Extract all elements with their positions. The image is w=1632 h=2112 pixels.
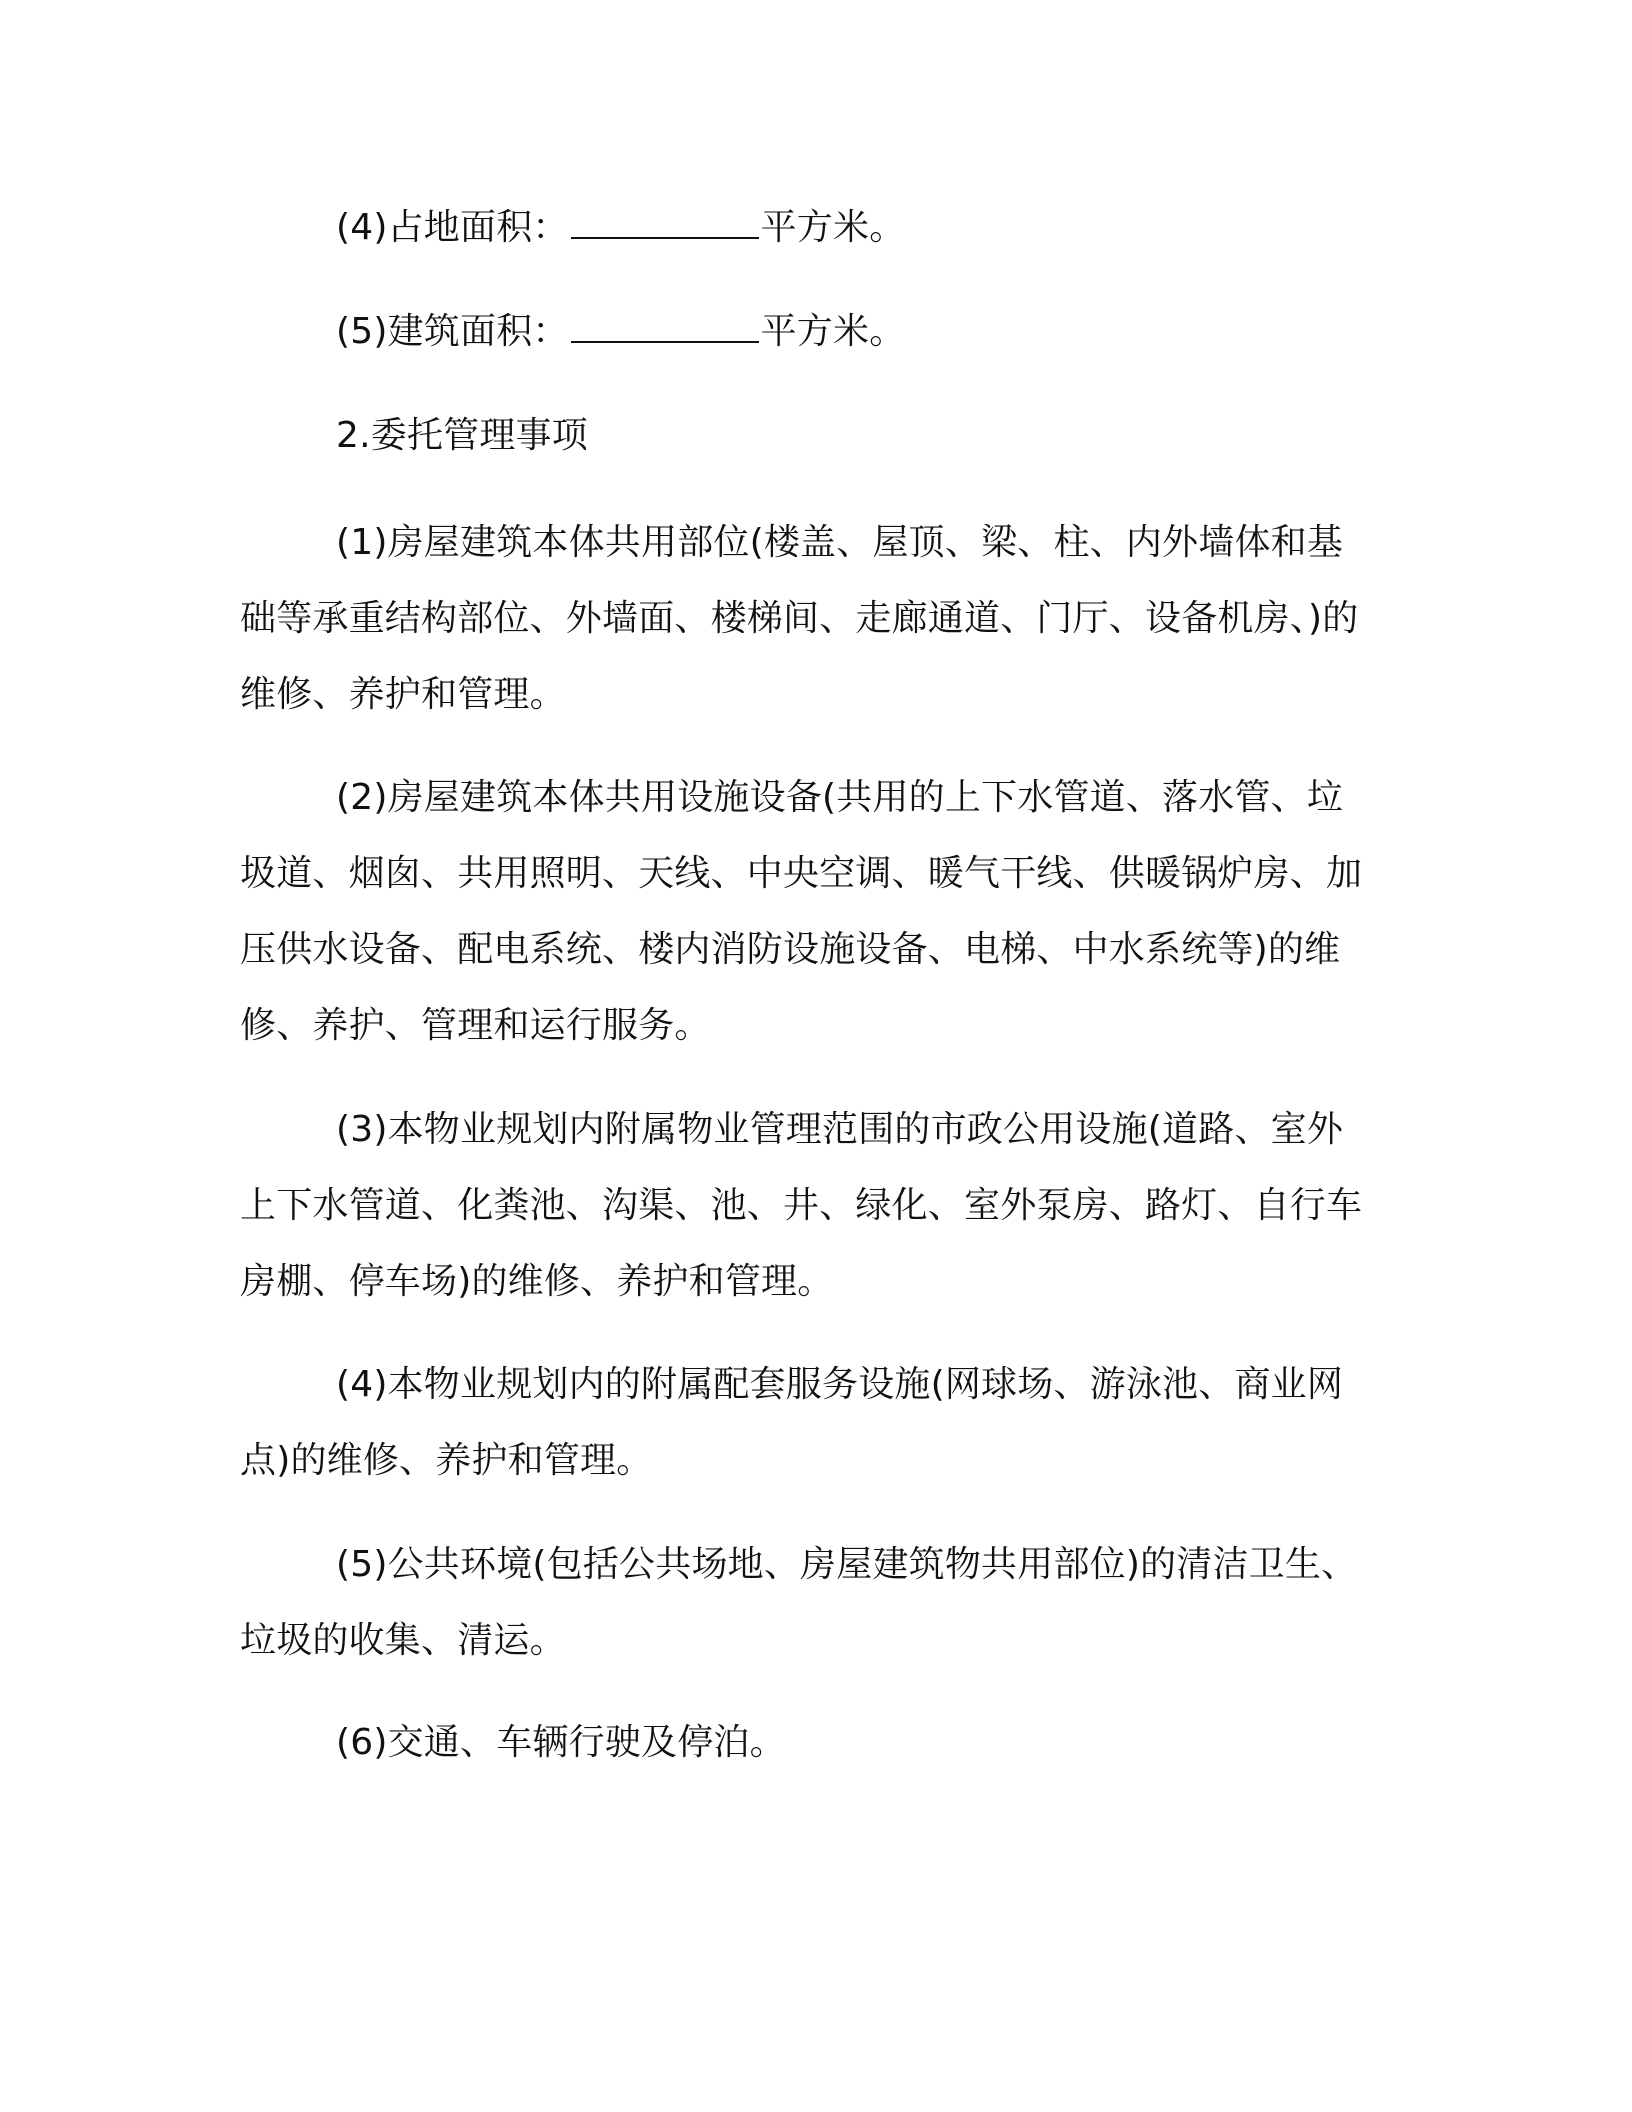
management-item-6: (6)交通、车辆行驶及停泊。 bbox=[336, 1722, 786, 1763]
management-item-3: (3)本物业规划内附属物业管理范围的市政公用设施(道路、室外上下水管道、化粪池、沟渠、池、井、绿化、室外泵房、路灯、自行车房棚、停车场)的维修、养护和管理。 bbox=[240, 1109, 1363, 1302]
building-area-line bbox=[240, 294, 905, 370]
land-area-label: (4)占地面积： bbox=[336, 207, 569, 248]
section-heading: 2.委托管理事项 bbox=[336, 415, 588, 456]
land-area-unit: 平方米。 bbox=[760, 207, 906, 248]
land-area-line bbox=[240, 190, 905, 266]
building-area-label: (5)建筑面积： bbox=[336, 311, 569, 352]
management-item-4: (4)本物业规划内的附属配套服务设施(网球场、游泳池、商业网点)的维修、养护和管理。 bbox=[240, 1364, 1344, 1481]
land-area-blank bbox=[571, 207, 759, 239]
building-area-blank bbox=[571, 311, 759, 343]
management-item-2: (2)房屋建筑本体共用设施设备(共用的上下水管道、落水管、垃圾道、烟囱、共用照明、天线、中央空调、暖气干线、供暖锅炉房、加压供水设备、配电系统、楼内消防设施设备、电梯、中水系统等)的维修、养护、管理和运行服务。 bbox=[240, 777, 1363, 1046]
management-item-1: (1)房屋建筑本体共用部位(楼盖、屋顶、梁、柱、内外墙体和基础等承重结构部位、外墙面、楼梯间、走廊通道、门厅、设备机房、)的维修、养护和管理。 bbox=[240, 522, 1359, 715]
building-area-unit: 平方米。 bbox=[760, 311, 906, 352]
management-item-5: (5)公共环境(包括公共场地、房屋建筑物共用部位)的清洁卫生、垃圾的收集、清运。 bbox=[240, 1544, 1358, 1661]
